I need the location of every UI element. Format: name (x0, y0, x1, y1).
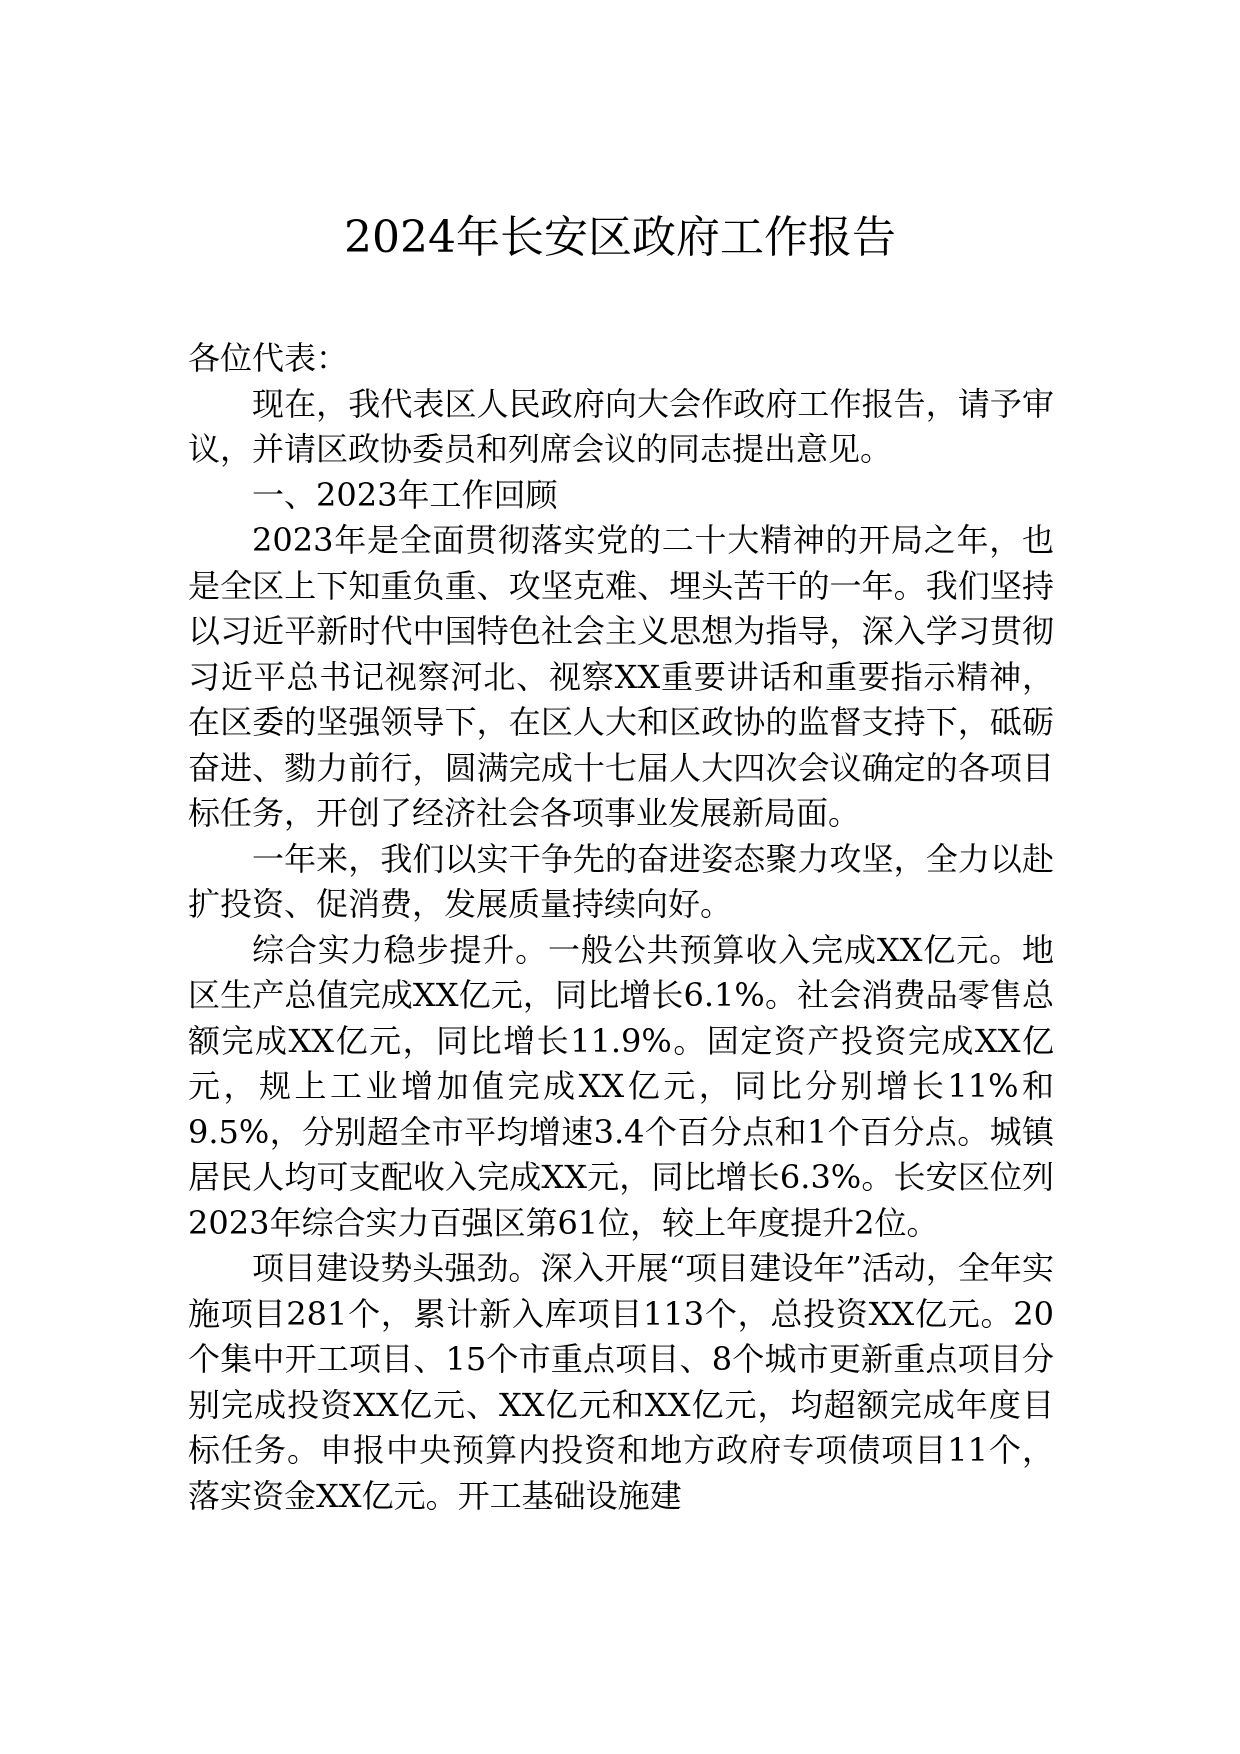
paragraph-overview: 2023年是全面贯彻落实党的二十大精神的开局之年，也是全区上下知重负重、攻坚克难、埋头苦干的一年。我们坚持以习近平新时代中国特色社会主义思想为指导，深入学习贯彻习近平总书记视察河北、视察XX重要讲话和重要指示精神，在区委的坚强领导下，在区人大和区政协的监督支持下，砥砺奋进、勠力前行，圆满完成十七届人大四次会议确定的各项目标任务，开创了经济社会各项事业发展新局面。 (188, 521, 1054, 832)
paragraph-projects: 项目建设势头强劲。深入开展“项目建设年”活动，全年实施项目281个，累计新入库项目113个，总投资XX亿元。20个集中开工项目、15个市重点项目、8个城市更新重点项目分别完成投资XX亿元、XX亿元和XX亿元，均超额完成年度目标任务。申报中央预算内投资和地方政府专项债项目11个，落实资金XX亿元。开工基础设施建 (188, 1249, 1054, 1515)
document-title: 2024年长安区政府工作报告 (344, 212, 896, 263)
paragraph-intro: 现在，我代表区人民政府向大会作政府工作报告，请予审议，并请区政协委员和列席会议的同志提出意见。 (188, 384, 1054, 468)
section-heading: 一、2023年工作回顾 (252, 475, 558, 514)
paragraph-summary: 一年来，我们以实干争先的奋进姿态聚力攻坚，全力以赴扩投资、促消费，发展质量持续向好。 (188, 839, 1054, 923)
salutation: 各位代表： (188, 339, 349, 377)
paragraph-economy: 综合实力稳步提升。一般公共预算收入完成XX亿元。地区生产总值完成XX亿元，同比增长6.1%。社会消费品零售总额完成XX亿元，同比增长11.9%。固定资产投资完成XX亿元，规上工业增加值完成XX亿元，同比分别增长11%和9.5%，分别超全市平均增速3.4个百分点和1个百分点。城镇居民人均可支配收入完成XX元，同比增长6.3%。长安区位列2023年综合实力百强区第61位，较上年度提升2位。 (188, 930, 1054, 1242)
document-body (188, 336, 1054, 1519)
